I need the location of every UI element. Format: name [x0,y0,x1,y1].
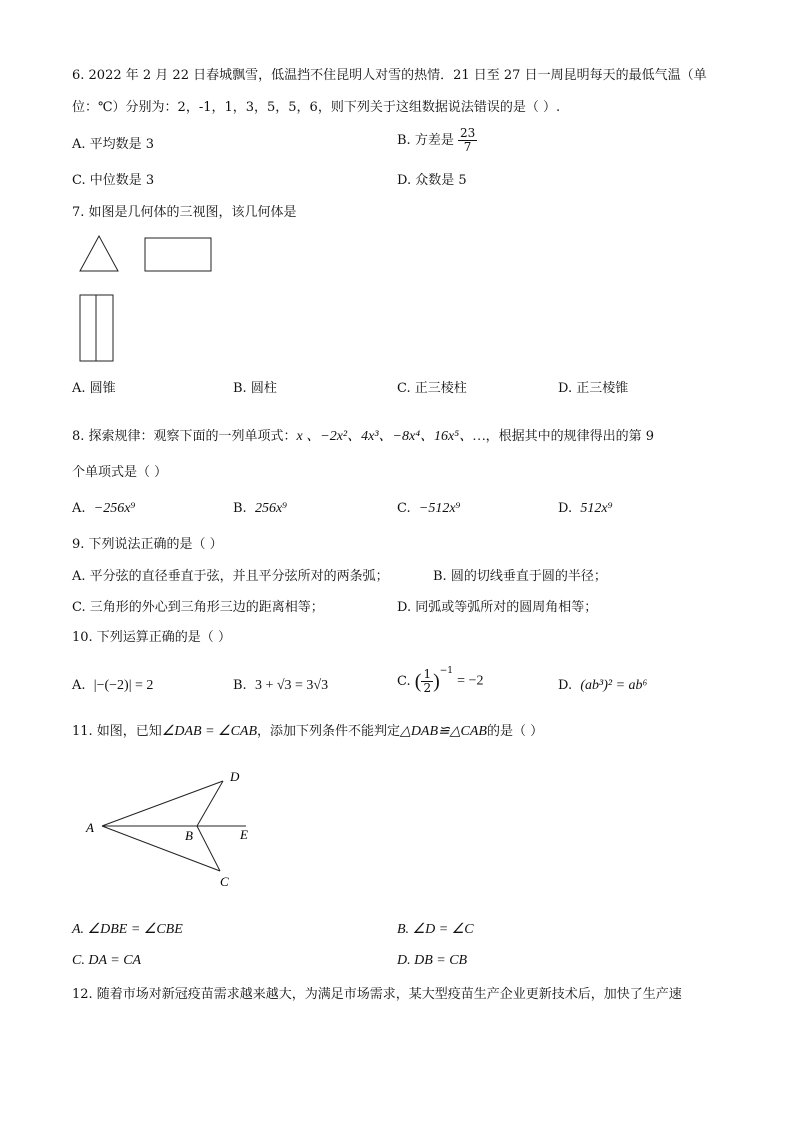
q6-option-a: A. 平均数是 3 [72,137,155,152]
exponent: −1 [439,666,454,676]
q11-stem-prefix: 11. 如图，已知 [72,724,162,739]
right-paren: ) [433,670,440,693]
left-paren: ( [414,670,422,693]
q9-option-d: D. 同弧或等弧所对的圆周角相等； [397,600,598,615]
option-expression: |−(−2)| = 2 [93,678,154,693]
q11-stem-suffix: 的是（ ） [486,724,544,739]
option-expression: −256x⁹ [93,501,136,516]
q6-option-b [397,127,477,154]
q9-option-a: A. 平分弦的直径垂直于弦，并且平分弦所对的两条弧； [72,569,389,584]
q10-stem: 10. 下列运算正确的是（ ） [72,630,231,645]
fraction-denominator: 2 [423,681,432,695]
q11-option-d: D. DB = CB [397,953,468,968]
segment-ac [102,826,220,871]
option-expression-rest: = −2 [457,673,484,689]
point-label-c: C [220,874,229,889]
q11-option-a: A. ∠DBE = ∠CBE [72,922,183,937]
q10-option-c [397,668,483,695]
segment-db [197,781,223,826]
segment-bc [197,826,220,871]
q6-option-c: C. 中位数是 3 [72,173,155,188]
q7-option-c: C. 正三棱柱 [397,381,467,396]
q11-option-b: B. ∠D = ∠C [397,922,474,937]
q8-option-d [558,500,612,518]
q10-option-d [558,677,647,695]
fraction-numerator: 23 [459,126,476,140]
option-label: B. [233,678,247,693]
q6-option-b-label: B. 方差是 [397,133,454,148]
triangle-figure [80,765,270,895]
q11-stem-mid: ，添加下列条件不能判定 [257,724,401,739]
q6-option-d: D. 众数是 5 [397,173,467,188]
option-label: A. [72,501,86,516]
option-label: C. [397,501,411,516]
q6-option-b-fraction [458,127,477,154]
q7-option-a: A. 圆锥 [72,381,116,396]
option-label: A. [72,678,86,693]
q10-option-a [72,677,153,695]
q8-option-c [397,500,460,518]
q12-stem-line1: 12. 随着市场对新冠疫苗需求越来越大，为满足市场需求，某大型疫苗生产企业更新技术后，加快了生产速 [72,987,682,1002]
option-expression: (ab³)² = ab⁶ [580,678,648,693]
q6-stem-line1: 6. 2022 年 2 月 22 日春城飘雪，低温挡不住昆明人对雪的热情．21 日至 27 日一周昆明每天的最低气温（单 [72,68,707,83]
q9-stem: 9. 下列说法正确的是（ ） [72,537,223,552]
q10-option-c-fraction [421,668,433,695]
option-label: B. [233,501,247,516]
q10-option-b [233,677,328,695]
option-expression: −512x⁹ [418,501,461,516]
q7-stem: 7. 如图是几何体的三视图，该几何体是 [72,205,297,220]
q11-option-c: C. DA = CA [72,953,142,968]
option-label: C. [397,674,411,689]
q6-stem-line2: 位：℃）分别为：2，-1，1，3，5，5，6，则下列关于这组数据说法错误的是（ ）. [72,100,561,115]
q9-option-b: B. 圆的切线垂直于圆的半径； [433,569,607,584]
option-expression: 3 + √3 = 3√3 [254,678,329,693]
q8-stem-line2: 个单项式是（ ） [72,465,168,480]
fraction-denominator: 7 [463,140,472,154]
q7-option-b: B. 圆柱 [233,381,277,396]
point-label-a: A [86,820,94,835]
front-view-triangle [80,236,118,271]
q11-stem [72,723,543,741]
q8-option-a [72,500,135,518]
side-view-rectangle [145,238,211,271]
q8-option-b [233,500,287,518]
point-label-b: B [185,828,193,843]
q8-stem-prefix: 8. 探索规律：观察下面的一列单项式： [72,429,297,444]
q8-sequence: x 、−2x²、4x³、−8x⁴、16x⁵、… [296,429,486,444]
fraction-numerator: 1 [423,667,432,681]
option-expression: 512x⁹ [580,501,613,516]
point-label-e: E [240,827,248,842]
option-label: D. [558,501,573,516]
option-label: D. [558,678,573,693]
q8-stem-suffix: ，根据其中的规律得出的第 9 [485,429,654,444]
q7-option-d: D. 正三棱锥 [558,381,629,396]
three-view-figure [76,232,226,367]
option-expression: 256x⁹ [254,501,288,516]
q11-congruence: △DAB≌△CAB [400,724,487,739]
q8-stem-line1 [72,428,654,446]
q11-given: ∠DAB = ∠CAB [161,724,258,739]
point-label-d: D [230,769,240,784]
segment-ad [102,781,223,826]
q9-option-c: C. 三角形的外心到三角形三边的距离相等； [72,600,324,615]
